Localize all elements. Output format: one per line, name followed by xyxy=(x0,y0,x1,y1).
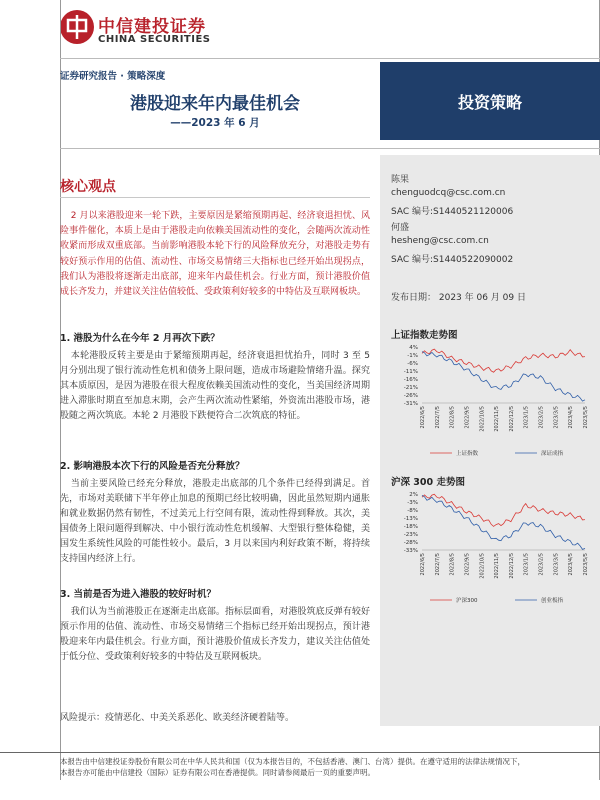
y-tick-label: -28% xyxy=(403,540,418,546)
x-tick-label: 2023/2/5 xyxy=(538,406,545,429)
x-tick-label: 2023/1/5 xyxy=(523,406,530,429)
x-tick-label: 2022/8/5 xyxy=(449,553,456,576)
analyst-sac: SAC 编号:S1440522090002 xyxy=(391,255,514,265)
section-body: 我们认为当前港股正在逐渐走出底部。指标层面看，对港股筑底反弹有较好预示作用的估值、流动性、市场交易情绪三个指标已经开始出现拐点，预计港股迎来年内最佳机会。行业方面，预计港股价值成长齐发力，建议关注估值处于低分位、受政策利好较多的中特估及互联网板块。 xyxy=(60,607,370,662)
x-tick-label: 2022/12/5 xyxy=(508,553,515,579)
analyst-email[interactable]: chenguodcq@csc.com.cn xyxy=(391,188,506,198)
y-tick-label: -21% xyxy=(403,385,418,391)
y-tick-label: -6% xyxy=(407,361,418,367)
section-rule xyxy=(60,148,600,149)
series-line-沪深300 xyxy=(422,494,585,526)
x-tick-label: 2022/11/5 xyxy=(494,406,501,432)
disclaimer-line: 本报告亦可能由中信建投（国际）证券有限公司在香港提供。同时请参阅最后一页的重要声明。 xyxy=(60,768,375,777)
x-tick-label: 2023/4/5 xyxy=(568,406,575,429)
header-rule xyxy=(60,58,600,59)
legend-label: 创业板指 xyxy=(541,598,564,604)
y-tick-label: -8% xyxy=(407,508,418,514)
core-view-rule xyxy=(60,197,370,198)
legend-label: 沪深300 xyxy=(456,598,478,604)
section-body: 本轮港股反转主要是由于紧缩预期再起，经济衰退担忧抬升，同时 3 至 5 月分别出现了银行流动性危机和债务上限问题，造成市场避险情绪升温。探究其本质原因，是因为港股在很大程度依赖美国流动性的变化，当美国经济周期进入滞胀时期直至加息末期，会产生两次流动性紧缩，外资流出港股市场，港股随之两次筑底。本轮 2 月港股下跌便符合二次筑底的特征。 xyxy=(60,351,370,421)
y-tick-label: -1% xyxy=(407,353,418,359)
report-type: 证券研究报告 · 策略深度 xyxy=(60,71,166,82)
x-tick-label: 2022/9/5 xyxy=(464,553,471,576)
section-heading: 1. 港股为什么在今年 2 月再次下跌？ xyxy=(60,333,220,344)
y-tick-label: -18% xyxy=(403,524,418,530)
publish-date: 发布日期： 2023 年 06 月 09 日 xyxy=(391,293,526,303)
shanghai-index-chart xyxy=(380,341,600,461)
y-tick-label: -23% xyxy=(403,532,418,538)
x-tick-label: 2023/2/5 xyxy=(538,553,545,576)
y-tick-label: 4% xyxy=(409,345,418,351)
y-tick-label: -3% xyxy=(407,500,418,506)
y-tick-label: -33% xyxy=(403,548,418,554)
x-tick-label: 2023/5/5 xyxy=(583,553,589,576)
y-tick-label: -13% xyxy=(403,516,418,522)
core-summary: 2 月以来港股迎来一轮下跌，主要原因是紧缩预期再起、经济衰退担忧、风险事件催化，本质上是由于港股走向依赖美国流动性的变化，会随两次流动性收紧而形成双重底部。当前影响港股本轮下行的风险释放充分，对港股走势有较好预示作用的估值、流动性、市场交易情绪三大指标也已经开始出现拐点，我们认为港股将逐渐走出底部，迎来年内最佳机会。行业方面，预计港股价值成长齐发力，并建议关注估值较低、受政策利好较多的中特估及互联网板块。 xyxy=(60,211,370,298)
risk-note: 风险提示：疫情恶化、中美关系恶化、欧美经济硬着陆等。 xyxy=(60,713,295,723)
page-title: 港股迎来年内最佳机会 xyxy=(130,94,300,114)
x-tick-label: 2022/6/5 xyxy=(420,406,426,429)
report-date-line: ——2023 年 6 月 xyxy=(170,117,260,129)
y-tick-label: -16% xyxy=(403,377,418,383)
legend-label: 上证指数 xyxy=(456,451,479,457)
legend-label: 深证成指 xyxy=(541,451,564,457)
series-line-深证成指 xyxy=(422,352,585,402)
y-tick-label: -31% xyxy=(403,401,418,407)
y-tick-label: 2% xyxy=(409,492,418,498)
x-tick-label: 2022/8/5 xyxy=(449,406,456,429)
series-line-创业板指 xyxy=(422,495,585,549)
section-heading: 3. 当前是否为进入港股的较好时机？ xyxy=(60,589,217,600)
x-tick-label: 2022/6/5 xyxy=(420,553,426,576)
chart-title-csi300: 沪深 300 走势图 xyxy=(391,477,465,488)
section-body: 当前主要风险已经充分释放，港股走出底部的几个条件已经得到满足。首先，市场对美联储下半年停止加息的预期已经比较明确，因此虽然短期内通胀和就业数据仍然有韧性，不过美元上行空间有限，流动性得到释放。其次，美国债务上限问题得到解决、中小银行流动性危机缓解、大型银行整体稳健，美国发生系统性风险的可能性较小。最后，3 月以来国内利好政策不断，将持续支持国内经济上行。 xyxy=(60,479,370,564)
analyst-name: 陈果 xyxy=(391,175,410,185)
csi300-chart xyxy=(380,488,600,608)
brand-name-cn: 中信建投证券 xyxy=(98,17,206,37)
y-tick-label: -26% xyxy=(403,393,418,399)
analyst-name: 何盛 xyxy=(391,223,410,233)
x-tick-label: 2022/12/5 xyxy=(508,406,515,432)
x-tick-label: 2022/11/5 xyxy=(494,553,501,579)
x-tick-label: 2022/10/5 xyxy=(479,553,486,579)
x-tick-label: 2023/3/5 xyxy=(553,406,560,429)
analyst-email[interactable]: hesheng@csc.com.cn xyxy=(391,236,489,246)
disclaimer-footer xyxy=(60,756,600,778)
category-banner-label: 投资策略 xyxy=(457,93,522,112)
x-tick-label: 2023/4/5 xyxy=(568,553,575,576)
x-tick-label: 2022/7/5 xyxy=(434,406,441,429)
x-tick-label: 2022/9/5 xyxy=(464,406,471,429)
x-tick-label: 2022/7/5 xyxy=(434,553,441,576)
x-tick-label: 2022/10/5 xyxy=(479,406,486,432)
x-tick-label: 2023/3/5 xyxy=(553,553,560,576)
brand-name-en: CHINA SECURITIES xyxy=(98,34,211,45)
x-tick-label: 2023/5/5 xyxy=(583,406,589,429)
y-tick-label: -11% xyxy=(403,369,418,375)
x-tick-label: 2023/1/5 xyxy=(523,553,530,576)
chart-title-shanghai: 上证指数走势图 xyxy=(391,330,458,341)
section-heading: 2. 影响港股本次下行的风险是否充分释放？ xyxy=(60,461,245,472)
disclaimer-line: 本报告由中信建投证券股份有限公司在中华人民共和国（仅为本报告目的，不包括香港、澳门、台湾）提供。在遵守适用的法律法规情况下， xyxy=(60,757,525,766)
core-view-title: 核心观点 xyxy=(60,179,116,195)
analyst-sac: SAC 编号:S1440521120006 xyxy=(391,207,514,217)
brand-logo-icon xyxy=(60,10,94,44)
footer-rule xyxy=(0,752,600,753)
